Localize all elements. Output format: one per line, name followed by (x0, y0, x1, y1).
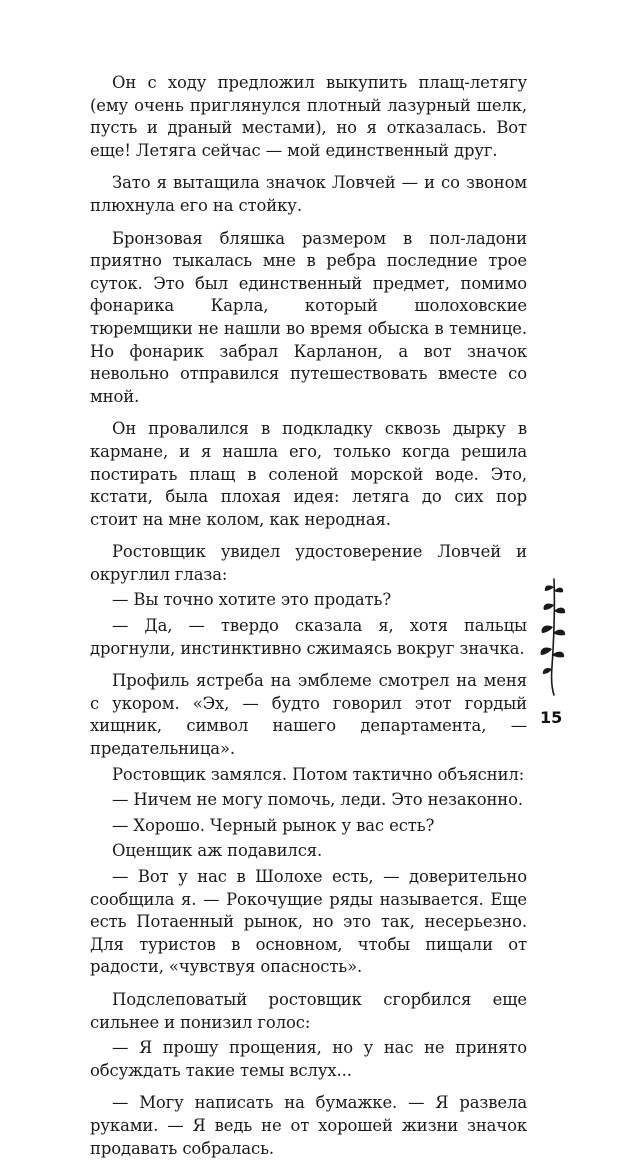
dialogue-line: — Ничем не могу помочь, леди. Это незаконно. (112, 790, 524, 810)
dialogue-line: — Вы точно хотите это продать? (112, 590, 392, 610)
paragraph: Ростовщик увидел удостоверение Ловчей и округлил глаза: (90, 542, 527, 584)
paragraph: Он с ходу предложил выкупить плащ-летягу (ему очень приглянулся плотный лазурный шелк, пусть и драный местами), но я отказалась. Вот еще! Летяга сейчас — мой единственный друг. (90, 73, 527, 160)
dialogue-line: — Я прошу прощения, но у нас не принято обсуждать такие темы вслух... (90, 1038, 527, 1080)
dialogue-line: — Хорошо. Черный рынок у вас есть? (112, 815, 435, 835)
paragraph: Он провалился в подкладку сквозь дырку в кармане, и я нашла его, только когда решила постирать плащ в соленой морской воде. Это, кстати, была плохая идея: летяга до сих пор стоит на мне колом, как неродная. (90, 419, 527, 529)
paragraph: Бронзовая бляшка размером в пол-ладони приятно тыкалась мне в ребра последние трое суток. Это был единственный предмет, помимо фонарика Карла, который шолоховские тюремщики не нашли во время обыска в темнице. Но фонарик забрал Карланон, а вот значок невольно отправился путешествовать вместе со мной. (90, 228, 527, 406)
dialogue-line: — Да, — твердо сказала я, хотя пальцы дрогнули, инстинктивно сжимаясь вокруг значка. (90, 616, 527, 658)
paragraph: Профиль ястреба на эмблеме смотрел на меня с укором. «Эх, — будто говорил этот гордый хищник, символ нашего департамента, — предательница». (90, 671, 527, 759)
leaf-sprig-icon (533, 577, 573, 697)
paragraph: Зато я вытащила значок Ловчей — и со звоном плюхнула его на стойку. (90, 173, 527, 215)
dialogue-line: — Вот у нас в Шолохе есть, — доверительно сообщила я. — Рокочущие ряды называется. Еще есть Потаенный рынок, но это так, несерьезно. Для туристов в основном, чтобы пищали от радости, «чувствуя опасность». (90, 867, 527, 977)
paragraph: Оценщик аж подавился. (112, 841, 323, 861)
paragraph: Ростовщик замялся. Потом тактично объяснил: (112, 764, 525, 784)
paragraph: Подслеповатый ростовщик сгорбился еще сильнее и понизил голос: (90, 989, 527, 1032)
page-number: 15 (540, 708, 563, 727)
dialogue-line: — Могу написать на бумажке. — Я развела руками. — Я ведь не от хорошей жизни значок продавать собралась. (90, 1093, 527, 1158)
body-text (90, 72, 527, 1160)
